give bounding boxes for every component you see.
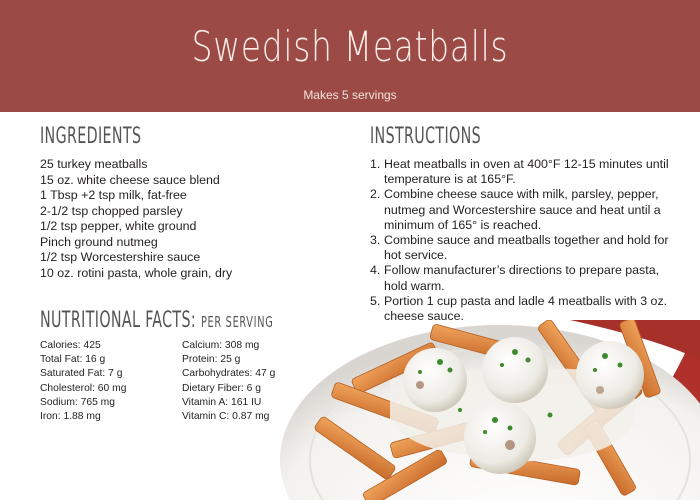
nutrition-fact: Iron: 1.88 mg	[40, 411, 101, 423]
nutrition-fact: Calcium: 308 mg	[182, 340, 260, 351]
ingredient-item: 10 oz. rotini pasta, whole grain, dry	[40, 265, 233, 280]
step-number: 4.	[370, 263, 381, 278]
ingredient-item: 1/2 tsp Worcestershire sauce	[40, 250, 201, 264]
instruction-step	[370, 157, 670, 187]
nutrition-fact: Calories: 425	[40, 340, 101, 351]
nutrition-fact: Cholesterol: 60 mg	[40, 382, 127, 394]
ingredient-item: 1 Tbsp +2 tsp milk, fat-free	[40, 188, 187, 202]
nutrition-column-right	[182, 339, 275, 424]
instruction-step	[370, 233, 670, 263]
meatball-pasta-plate-image	[270, 320, 700, 500]
step-number: 5.	[370, 293, 381, 308]
nutrition-fact: Protein: 25 g	[182, 354, 241, 366]
ingredient-item: 25 turkey meatballs	[40, 157, 148, 171]
ingredient-item: 15 oz. white cheese sauce blend	[40, 172, 220, 187]
nutrition-fact: Sodium: 765 mg	[40, 396, 115, 408]
nutrition-fact: Vitamin A: 161 IU	[182, 396, 262, 408]
instructions-list	[370, 157, 670, 324]
nutrition-fact: Carbohydrates: 47 g	[182, 368, 276, 380]
ingredients-list	[40, 157, 232, 281]
servings-text: Makes 5 servings	[303, 88, 397, 102]
ingredients-heading-text: INGREDIENTS	[40, 124, 142, 149]
step-text: Combine sauce and meatballs together and hold for hot service.	[384, 233, 669, 263]
instruction-step	[370, 187, 670, 233]
step-number: 1.	[370, 157, 381, 171]
ingredients-heading	[40, 124, 141, 149]
nutrition-fact: Vitamin C: 0.87 mg	[182, 411, 270, 423]
nutrition-heading-text: NUTRITIONAL FACTS:	[40, 308, 197, 333]
nutrition-fact: Total Fat: 16 g	[40, 354, 106, 366]
instructions-heading	[370, 124, 481, 149]
step-text: Follow manufacturer’s directions to prepare pasta, hold warm.	[384, 263, 660, 293]
ingredient-item: 1/2 tsp pepper, white ground	[40, 219, 197, 233]
title-banner	[0, 0, 700, 112]
nutrition-subheading: PER SERVING	[200, 313, 274, 331]
instruction-step	[370, 263, 670, 293]
step-number: 3.	[370, 233, 381, 248]
nutrition-fact: Dietary Fiber: 6 g	[182, 382, 261, 394]
ingredient-item: 2-1/2 tsp chopped parsley	[40, 203, 183, 218]
ingredient-item: Pinch ground nutmeg	[40, 234, 158, 249]
step-number: 2.	[370, 187, 381, 202]
step-text: Combine cheese sauce with milk, parsley, pepper, nutmeg and Worcestershire sauce and heat until a minimum of 165° is reached.	[384, 187, 661, 232]
instructions-heading-text: INSTRUCTIONS	[370, 124, 482, 149]
step-text: Portion 1 cup pasta and ladle 4 meatballs with 3 oz. cheese sauce.	[384, 293, 668, 324]
recipe-title: Swedish Meatballs	[191, 22, 509, 71]
nutrition-heading	[40, 308, 273, 333]
nutrition-fact: Saturated Fat: 7 g	[40, 368, 123, 380]
nutrition-column-left	[40, 339, 126, 424]
step-text: Heat meatballs in oven at 400°F 12-15 minutes until temperature is at 165°F.	[384, 157, 669, 187]
